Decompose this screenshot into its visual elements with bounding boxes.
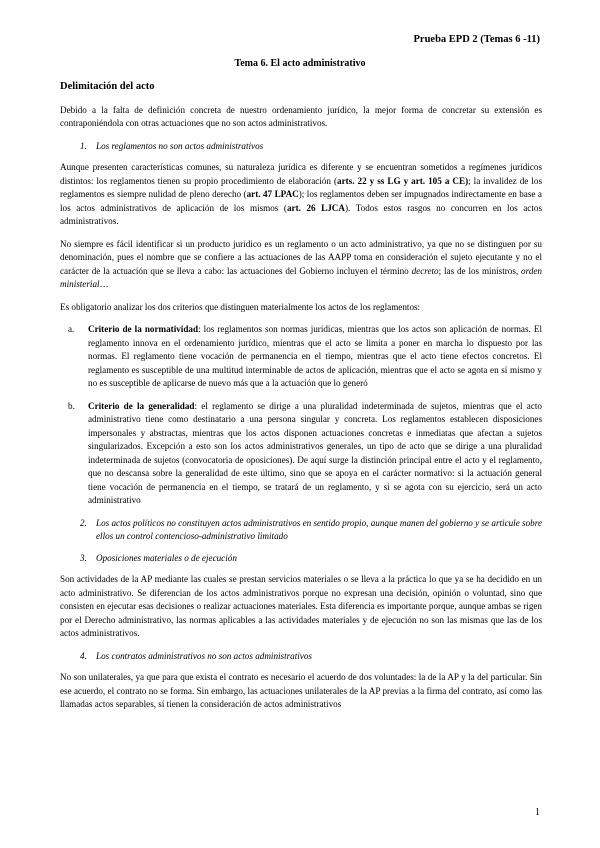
subheading-number: 1.	[80, 140, 87, 151]
list-item-body	[88, 400, 542, 508]
list-item-body	[88, 323, 542, 391]
document-title: Tema 6. El acto administrativo	[234, 58, 366, 69]
subheading-number: 4.	[80, 650, 87, 661]
text-run: : los reglamentos son normas jurídicas, mientras que los actos son aplicación de normas. El reglamento innova en el ordenamiento jurídico, mientras que el acto se limita a poner en marcha lo dispuesto por las normas. El reglamento tiene vocación de permanencia en el tiempo, mientras que el acto tiene efectos concretos. El reglamento es susceptible de una multitud interminable de actos de aplicación, mientras que el acto se agota en sí mismo y no es susceptible de aplicarse de nuevo más que a la actuación que lo generó	[88, 324, 542, 388]
subheading-1	[60, 140, 542, 154]
running-header: Prueba EPD 2 (Temas 6 -11)	[413, 34, 540, 45]
text-run: ; la invalidez de los reglamentos es siempre nulidad de pleno derecho (	[60, 175, 543, 199]
paragraph-reglamentos	[60, 161, 542, 229]
intro-paragraph: Debido a la falta de definición concreta de nuestro ordenamiento jurídico, la mejor forma de concretar su extensión es contraponiéndola con otras actuaciones que no son actos administrativos.	[60, 104, 542, 128]
paragraph-actividades-materiales: Son actividades de la AP mediante las cuales se prestan servicios materiales o se lleva a la práctica lo que ya se ha decidido en un acto administrativo. Se diferencian de los actos administrativos porque no expresan una decisión, opinión o voluntad, sino que consisten en ejecutar esas decisiones o realizar actuaciones materiales. Esta diferencia es importante porque, aunque ambas se rigen por el Derecho administrativo, las normas aplicables a las actividades materiales y de ejecución no son las mismas que las de los actos administrativos.	[60, 574, 542, 638]
paragraph-contratos: No son unilaterales, ya que para que exista el contrato es necesario el acuerdo de dos voluntades: la de la AP y la del particular. Sin ese acuerdo, el contrato no se forma. Sin embargo, las actuaciones unilaterales de la AP previas a la firma del contrato, así como las llamadas actos separables, sí tienen la consideración de actos administrativos	[60, 672, 542, 709]
text-run: …	[99, 279, 109, 289]
list-item-generalidad	[60, 400, 542, 508]
text-run: ). Todos estos rasgos no concurren en los actos administrativos.	[60, 202, 542, 226]
legal-reference: art. 47 LPAC	[246, 189, 299, 199]
subheading-4	[60, 650, 542, 664]
subheading-2	[60, 517, 542, 544]
text-run: Aunque presenten características comunes, su naturaleza jurídica es diferente y se encuentran sometidos a regímenes jurídicos distintos: los reglamentos tienen su propio procedimiento de elaboración (	[60, 162, 542, 186]
section-heading: Delimitación del acto	[60, 81, 155, 92]
subheading-3	[60, 552, 542, 566]
italic-term: orden ministerial	[60, 265, 542, 289]
paragraph-identificacion	[60, 238, 542, 292]
subheading-text: Los contratos administrativos no son actos administrativos	[96, 650, 312, 661]
list-letter: b.	[68, 400, 75, 411]
list-item-normatividad	[60, 323, 542, 391]
text-run: No siempre es fácil identificar si un producto jurídico es un reglamento o un acto administrativo, ya que no se distinguen por su denominación, pues el nombre que se confiere a las actuaciones de las AAPP toma en consideración el sujeto ejecutante y no el carácter de la actuación que se lleva a cabo: las actuaciones del Gobierno incluyen el término	[60, 238, 542, 276]
legal-reference: arts. 22 y ss LG y art. 105 a CE)	[337, 175, 469, 186]
paragraph-criterios: Es obligatorio analizar los dos criterios que distinguen materialmente los actos de los reglamentos:	[60, 301, 421, 312]
italic-term: decreto	[411, 265, 439, 276]
criterion-name: Criterio de la generalidad	[88, 400, 195, 411]
subheading-text: Los reglamentos no son actos administrativos	[96, 140, 264, 151]
legal-reference: art. 26 LJCA	[286, 202, 345, 213]
text-run: ); los reglamentos deben ser impugnados indirectamente en base a los actos administrativos de aplicación de los mismos (	[60, 189, 542, 213]
subheading-text: Los actos políticos no constituyen actos administrativos en sentido propio, aunque manen del gobierno y se articule sobre ellos un control contencioso-administrativo limitado	[96, 517, 542, 541]
criterion-name: Criterio de la normatividad	[88, 324, 199, 334]
text-run: : el reglamento se dirige a una pluralidad indeterminada de sujetos, mientras que el acto administrativo tiene como destinatario a una persona singular y concreta. Los reglamentos establecen disposiciones impersonales y abstractas, mientras que los actos disponen actuaciones concretas e inmediatas que afectan a sujetos singularizados. Excepción a esto son los actos administrativos generales, un tipo de acto que se dirige a una pluralidad indeterminada de sujetos (convocatoria de oposiciones). De aquí surge la distinción principal entre el acto y el reglamento, que no descansa sobre la generalidad de este último, sino que se apoya en el carácter normativo: si la actuación general tiene vocación de permanencia en el tiempo, se tratará de un reglamento, y si se agota con su ejercicio, será un acto administrativo	[88, 400, 542, 505]
document-body	[60, 80, 542, 721]
subheading-text: Oposiciones materiales o de ejecución	[96, 552, 237, 563]
subheading-number: 3.	[80, 552, 87, 563]
page-number: 1	[535, 807, 540, 818]
list-letter: a.	[68, 324, 75, 334]
subheading-number: 2.	[80, 517, 87, 528]
text-run: ; las de los ministros,	[438, 265, 522, 276]
